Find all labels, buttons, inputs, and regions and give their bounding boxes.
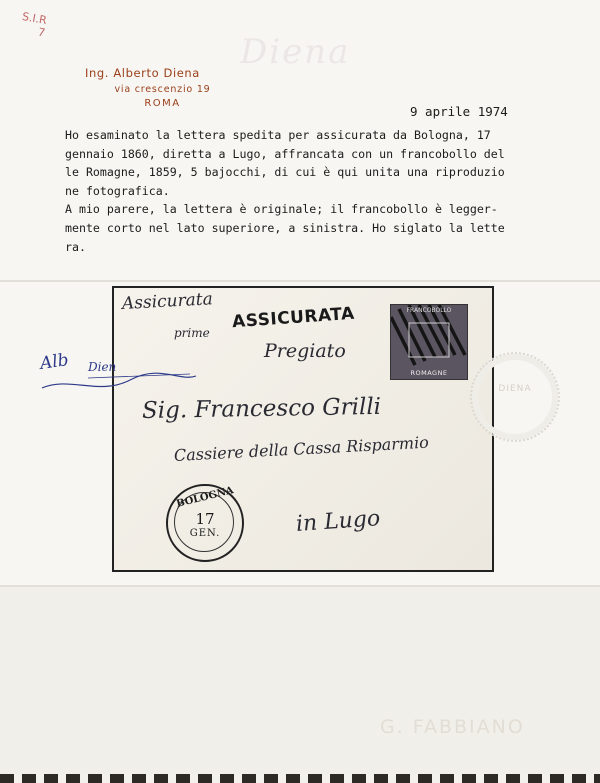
postmark-day: 17 [195,510,215,528]
fold-line [0,585,600,587]
watermark-signature: Diena [240,32,351,72]
body-line: gennaio 1860, diretta a Lugo, affrancata con un francobollo del [65,146,505,161]
pencil-note: 7 [36,25,47,40]
signature-mark: Alb [38,350,70,374]
expert-stamp: G. FABBIANO [380,716,525,738]
postmark-month: GEN. [189,528,221,539]
cover-photo [112,286,494,572]
body-line: le Romagne, 1859, 5 bajocchi, di cui è qui unita una riproduzio [65,165,505,180]
handwritten-pregiato: Pregiato [264,340,346,362]
handwritten-prime: prime [174,326,210,340]
letterhead-street: via crescenzio 19 [114,84,211,95]
pencil-note: S.I.R [21,9,48,28]
body-line: ra. [65,239,86,254]
letterhead [0,66,285,109]
embossed-seal [470,352,560,442]
body-line: mente corto nel lato superiore, a sinistra. Ho siglato la lette [65,220,505,235]
assicurata-handstamp: ASSICURATA [231,303,356,333]
stamp-top-text: FRANCOBOLLO [406,307,452,314]
signature-stroke-icon [40,370,200,400]
fold-line [0,280,600,282]
handwritten-city: in Lugo [295,506,381,537]
lower-fold-panel [0,585,600,783]
letter-date: 9 aprile 1974 [410,104,508,119]
postmark-city: BOLOGNA [175,485,235,510]
signature-mark: Dien [88,360,117,374]
bologna-postmark [166,484,244,562]
perforated-edge [0,774,600,783]
handwritten-assicurata: Assicurata [121,289,214,314]
body-line: Ho esaminato la lettera spedita per assicurata da Bologna, 17 [65,128,491,142]
body-line: ne fotografica. [65,183,170,198]
handwritten-role: Cassiere della Cassa Risparmio [173,432,430,465]
seal-text: DIENA [498,384,532,394]
letterhead-city: ROMA [144,98,181,109]
romagne-stamp [390,304,468,380]
stamp-cancel-icon [391,305,467,379]
stamp-label: ROMAGNE [410,369,448,377]
handwritten-addressee: Sig. Francesco Grilli [141,393,382,424]
certificate-body [65,126,565,256]
body-line: A mio parere, la lettera è originale; il francobollo è legger- [65,202,498,217]
letterhead-name: Ing. Alberto Diena [85,66,200,80]
